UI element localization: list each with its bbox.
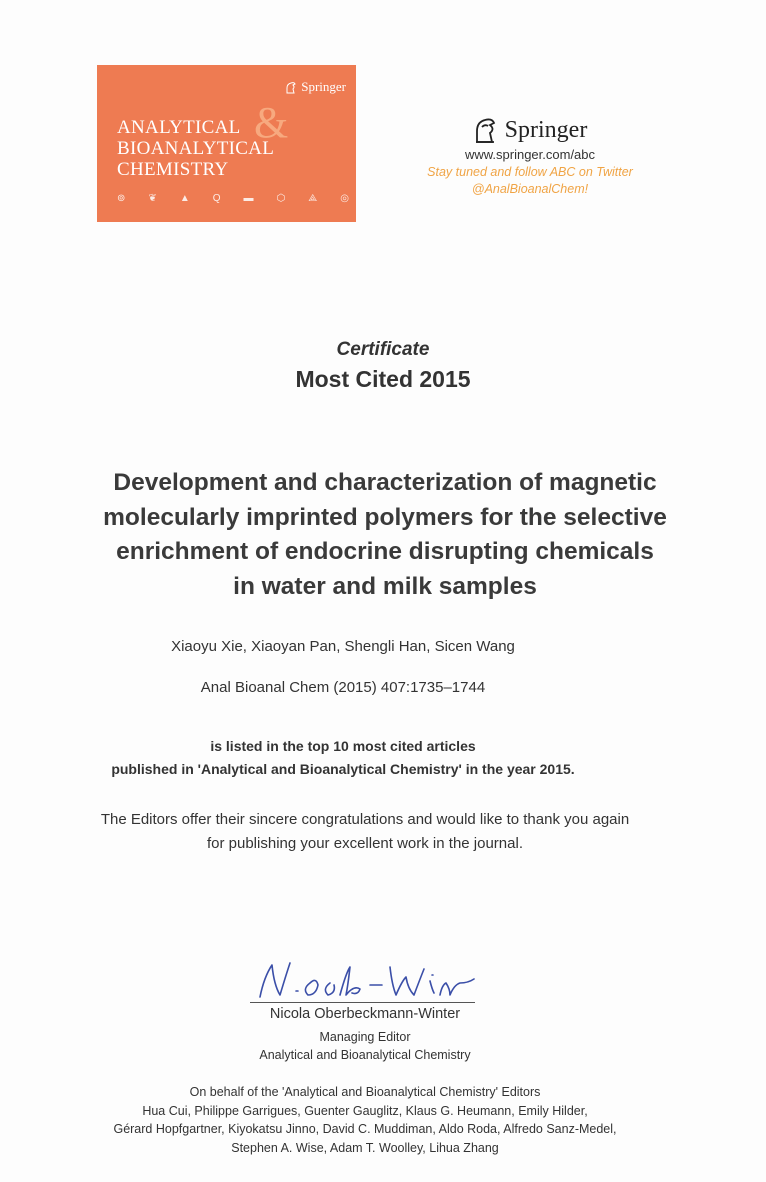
cover-publisher-name: Springer [301, 79, 346, 94]
signer-name: Nicola Oberbeckmann-Winter [269, 1006, 461, 1022]
publisher-block [390, 116, 670, 198]
society-logos-row [117, 193, 349, 204]
society-logo: ◎ [340, 193, 349, 204]
editors-list [0, 1083, 766, 1157]
editors-line: Stephen A. Wise, Adam T. Woolley, Lihua Zhang [231, 1140, 499, 1155]
journal-cover [97, 65, 356, 222]
society-logo: ⟁ [308, 193, 318, 204]
springer-horse-icon [473, 116, 499, 144]
article-title: Development and characterization of magnetic molecularly imprinted polymers for the selective enrichment of endocrine disrupting chemicals in water and milk samples [103, 469, 667, 600]
listing-statement: is listed in the top 10 most cited articles published in 'Analytical and Bioanalytical Chemistry' in the year 2015. [111, 738, 575, 777]
cover-publisher-logo [285, 79, 346, 95]
cover-ampersand: & [254, 98, 289, 147]
award-title: Most Cited 2015 [295, 366, 471, 392]
handwritten-signature [250, 955, 480, 1003]
society-logo: ⬡ [276, 193, 286, 204]
editors-intro: On behalf of the 'Analytical and Bioanalytical Chemistry' Editors [189, 1085, 541, 1099]
journal-url[interactable]: www.springer.com/abc [464, 147, 596, 162]
springer-brand-name: Springer [504, 116, 588, 143]
springer-horse-icon [285, 81, 297, 94]
society-logo: ▬ [243, 193, 254, 204]
society-logo: Q [212, 193, 221, 204]
springer-logo [390, 116, 670, 144]
twitter-handle[interactable]: @AnalBioanalChem! [471, 182, 589, 196]
society-logo: ▲ [179, 193, 190, 204]
society-logo: ❦ [148, 193, 157, 204]
signature-line [250, 1002, 475, 1003]
society-logo: ⊚ [117, 193, 126, 204]
article-citation: Anal Bioanal Chem (2015) 407:1735–1744 [200, 679, 486, 696]
signer-role: Managing Editor Analytical and Bioanalytical Chemistry [259, 1030, 471, 1062]
article-authors: Xiaoyu Xie, Xiaoyan Pan, Shengli Han, Sicen Wang [171, 638, 515, 655]
cover-journal-title: ANALYTICAL BIOANALYTICAL CHEMISTRY [117, 117, 275, 180]
congratulations-text: The Editors offer their sincere congratulations and would like to thank you again for publishing your excellent work in the journal. [100, 811, 630, 852]
twitter-promo: Stay tuned and follow ABC on Twitter @AnalBioanalChem! [390, 164, 670, 198]
editors-line: Gérard Hopfgartner, Kiyokatsu Jinno, David C. Muddiman, Aldo Roda, Alfredo Sanz-Medel, [113, 1122, 617, 1136]
editors-line: Hua Cui, Philippe Garrigues, Guenter Gauglitz, Klaus G. Heumann, Emily Hilder, [142, 1103, 588, 1118]
certificate-label: Certificate [336, 339, 430, 360]
